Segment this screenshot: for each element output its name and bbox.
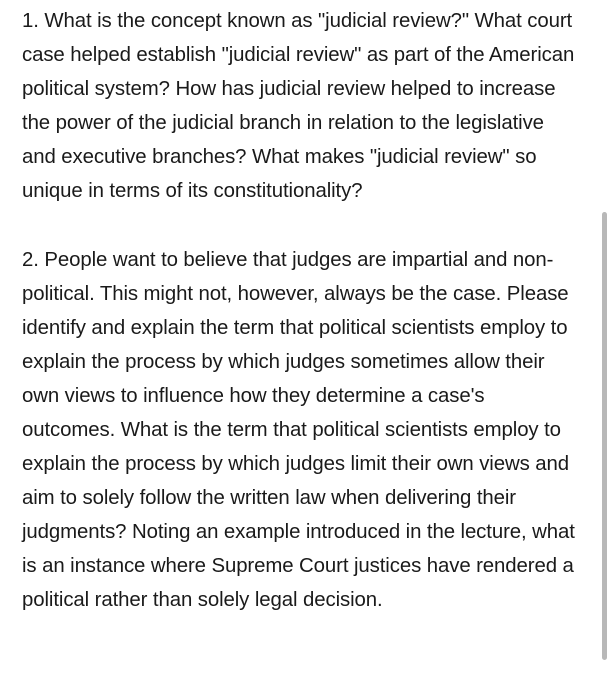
question-2: 2. People want to believe that judges are impartial and non-political. This might not, however, always be the case. Please identify and explain the term that political scientists employ to explain the process by which judges sometimes allow their own views to influence how they determine a case's outcomes. What is the term that political scientists employ to explain the process by which judges limit their own views and aim to solely follow the written law when delivering their judgments? Noting an example introduced in the lecture, what is an instance where Supreme Court justices have rendered a political rather than solely legal decision. bbox=[22, 249, 575, 611]
question-1: 1. What is the concept known as "judicial review?" What court case helped establish "judicial review" as part of the American political system? How has judicial review helped to increase the power of the judicial branch in relation to the legislative and executive branches? What makes "judicial review" so unique in terms of its constitutionality? bbox=[22, 10, 575, 202]
scrollbar-thumb[interactable] bbox=[602, 212, 607, 660]
vertical-scrollbar[interactable] bbox=[602, 0, 608, 700]
